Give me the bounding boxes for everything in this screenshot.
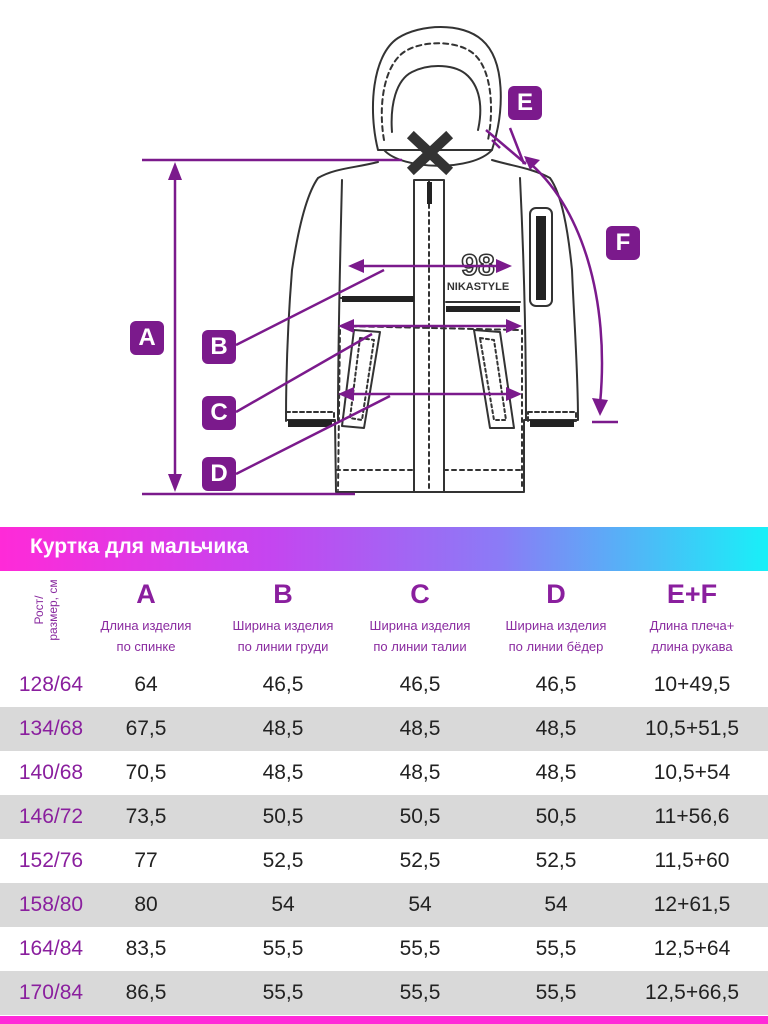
table-title: Куртка для мальчика xyxy=(30,535,249,558)
size-column-caption xyxy=(32,562,60,658)
size-cell: 140/68 xyxy=(18,761,84,784)
column-description: Длина плеча+ длина рукава xyxy=(649,618,735,654)
table-row xyxy=(0,927,768,971)
measure-cell-c: 55,5 xyxy=(399,937,441,960)
measure-cell-d: 54 xyxy=(544,893,568,916)
size-cell: 170/84 xyxy=(18,981,84,1004)
table-row xyxy=(0,883,768,927)
measure-cell-c: 55,5 xyxy=(399,981,441,1004)
column-header-ef xyxy=(624,577,760,657)
measure-cell-c: 48,5 xyxy=(399,761,441,784)
measure-cell-ef: 10+49,5 xyxy=(653,673,731,696)
marker-f: F xyxy=(606,226,640,260)
marker-e: E xyxy=(508,86,542,120)
size-caption-line2: размер, см xyxy=(46,579,60,641)
column-letter: A xyxy=(136,579,156,609)
measure-cell-c: 46,5 xyxy=(399,673,441,696)
size-table-header xyxy=(0,571,768,663)
measure-cell-b: 55,5 xyxy=(262,981,304,1004)
table-row xyxy=(0,971,768,1015)
measure-cell-ef: 12+61,5 xyxy=(653,893,731,916)
measure-cell-a: 80 xyxy=(134,893,158,916)
marker-d: D xyxy=(202,457,236,491)
marker-c: C xyxy=(202,396,236,430)
measure-cell-ef: 12,5+64 xyxy=(653,937,731,960)
measure-cell-ef: 11+56,6 xyxy=(654,805,730,828)
measure-cell-a: 64 xyxy=(134,673,158,696)
measure-cell-a: 70,5 xyxy=(125,761,167,784)
table-row xyxy=(0,795,768,839)
marker-b: B xyxy=(202,330,236,364)
column-header-c xyxy=(352,577,488,657)
size-cell: 128/64 xyxy=(18,673,84,696)
measure-cell-ef: 10,5+51,5 xyxy=(644,717,739,740)
size-cell: 152/76 xyxy=(18,849,84,872)
marker-a: A xyxy=(130,321,164,355)
column-header-b xyxy=(215,577,351,657)
column-description: Ширина изделия по линии бёдер xyxy=(505,618,607,654)
hood-x-logo xyxy=(414,138,446,168)
table-title-banner xyxy=(0,527,768,571)
measure-cell-c: 48,5 xyxy=(399,717,441,740)
column-letter: C xyxy=(410,579,430,609)
measure-cell-ef: 11,5+60 xyxy=(654,849,730,872)
measure-cell-b: 55,5 xyxy=(262,937,304,960)
measure-cell-b: 50,5 xyxy=(262,805,304,828)
chest-print-brand: NIKASTYLE xyxy=(446,281,510,293)
measure-cell-c: 50,5 xyxy=(399,805,441,828)
column-header-a xyxy=(78,577,214,657)
measure-cell-b: 48,5 xyxy=(262,761,304,784)
chest-print-number: 98 xyxy=(461,249,495,282)
table-row xyxy=(0,707,768,751)
column-header-d xyxy=(488,577,624,657)
size-cell: 158/80 xyxy=(18,893,84,916)
measure-cell-c: 54 xyxy=(408,893,432,916)
measure-cell-b: 52,5 xyxy=(262,849,304,872)
measure-cell-a: 83,5 xyxy=(125,937,167,960)
measure-cell-ef: 10,5+54 xyxy=(653,761,731,784)
bottom-accent-bar xyxy=(0,1016,768,1024)
size-caption-line1: Рост/ xyxy=(32,595,46,625)
table-row xyxy=(0,839,768,883)
measure-cell-d: 55,5 xyxy=(535,937,577,960)
measure-cell-b: 54 xyxy=(271,893,295,916)
measure-cell-d: 52,5 xyxy=(535,849,577,872)
column-description: Ширина изделия по линии талии xyxy=(369,618,471,654)
measure-cell-a: 77 xyxy=(134,849,158,872)
measure-cell-b: 48,5 xyxy=(262,717,304,740)
column-letter: D xyxy=(546,579,566,609)
measure-cell-d: 50,5 xyxy=(535,805,577,828)
measure-cell-d: 48,5 xyxy=(535,717,577,740)
measure-cell-d: 48,5 xyxy=(535,761,577,784)
measure-cell-a: 86,5 xyxy=(125,981,167,1004)
measure-cell-a: 67,5 xyxy=(125,717,167,740)
column-letter: B xyxy=(273,579,293,609)
table-row xyxy=(0,663,768,707)
measure-cell-a: 73,5 xyxy=(125,805,167,828)
measure-cell-ef: 12,5+66,5 xyxy=(644,981,739,1004)
column-description: Длина изделия по спинке xyxy=(100,618,192,654)
table-row xyxy=(0,751,768,795)
measure-cell-c: 52,5 xyxy=(399,849,441,872)
size-cell: 134/68 xyxy=(18,717,84,740)
size-cell: 146/72 xyxy=(18,805,84,828)
measure-cell-b: 46,5 xyxy=(262,673,304,696)
measure-cell-d: 46,5 xyxy=(535,673,577,696)
column-letter: E+F xyxy=(666,579,718,609)
column-description: Ширина изделия по линии груди xyxy=(232,618,334,654)
measure-cell-d: 55,5 xyxy=(535,981,577,1004)
size-cell: 164/84 xyxy=(18,937,84,960)
